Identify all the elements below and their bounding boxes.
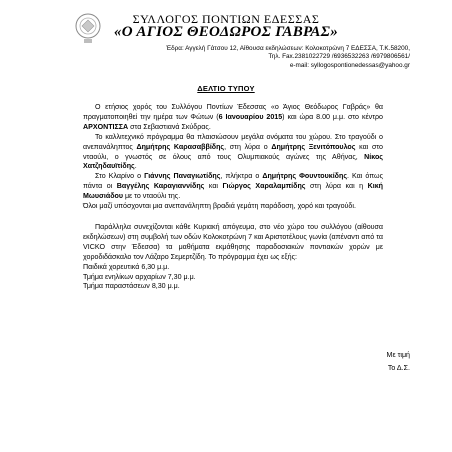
performer-name: Δημήτρης Καρασαββίδης [136, 142, 225, 151]
organization-subtitle: «Ο ΑΓΙΟΣ ΘΕΟΔΩΡΟΣ ΓΑΒΡΑΣ» [113, 24, 339, 40]
document-title: ΔΕΛΤΙΟ ΤΥΠΟΥ [197, 84, 255, 93]
email-line: e-mail: syllogospontionedessas@yahoo.gr [289, 61, 410, 69]
document-body [83, 103, 383, 292]
text-run: . [134, 162, 137, 171]
text-run: Το καλλιτεχνικό πρόγραμμα θα πλαισιώσουν μεγάλα ονόματα του χώρου. Στο τραγούδι ο ανεπανάληπτος [83, 132, 383, 151]
address-line: Έδρα: Αγγελή Γάτσου 12, Αίθουσα εκδηλώσεων: Κολοκοτρώνη 7 ΕΔΕΣΣΑ, Τ.Κ.58200, [166, 45, 410, 52]
paragraph-event [83, 103, 383, 133]
paragraph-lessons: Παράλληλα συνεχίζονται κάθε Κυριακή απόγευμα, στο νέο χώρο του συλλόγου (αίθουσα εκδηλώσεων) στη συμβολή των οδών Κολοκοτρώνη 7 και Αριστοτέλους γωνία (απέναντι από τα VICKO στην Έδεσσα) τα μαθήματα εκμάθησης παραδοσιακών ποντιακών χορών με χοροδιδάσκαλο τον Λάζαρο Σεμερτζίδη. Το πρόγραμμα έχει ως εξής: [83, 222, 383, 261]
schedule-item: Παιδικά χορευτικά 6,30 μ.μ. [83, 262, 170, 271]
venue-name: ΑΡΧΟΝΤΙΣΣΑ [83, 122, 129, 131]
paragraph-program [83, 133, 383, 173]
text-run: , στη λύρα ο [224, 142, 272, 151]
text-run: στη λύρα και η [305, 182, 368, 191]
performer-name: Κική Μωυσιάδου [83, 182, 383, 201]
address-block [50, 45, 410, 70]
text-run: , πλήκτρα ο [220, 172, 263, 181]
performer-name: Γιάννης Παναγιωτίδης [144, 172, 221, 181]
paragraph-promise: Όλοι μαζί υπόσχονται μια ανεπανάληπτη βραδιά γεμάτη παράδοση, χορό και τραγούδι. [83, 202, 356, 211]
event-date: 6 Ιανουαρίου 2015 [218, 112, 283, 121]
text-run: . Και όπως πάντα οι [83, 172, 383, 191]
text-run: Στο Κλαρίνο ο [95, 172, 145, 181]
signature-text: Το Δ.Σ. [387, 364, 410, 372]
text-run: Ο ετήσιος χορός του Συλλόγου Ποντίων Έδεσσας «ο Άγιος Θεόδωρος Γαβράς» θα πραγματοποιηθεί την ημέρα των Φώτων ( [83, 103, 383, 121]
text-run: και στο νταούλι, ο γνωστός σε όλους από τους Ολυμπιακούς αγώνες της Αθήνας, [83, 142, 384, 161]
schedule-item: Τμήμα παραστάσεων 8,30 μ.μ. [83, 282, 180, 291]
text-run: με το νταούλι της. [122, 192, 181, 201]
performer-name: Δημήτρης Φουντουκίδης [262, 172, 348, 181]
paragraph-musicians [83, 172, 383, 202]
text-run: ) και ώρα 8.00 μ.μ. στο κέντρο [282, 112, 383, 121]
performer-name: Βαγγέλης Καραγιαννίδης [116, 182, 205, 191]
performer-name: Δημήτρης Ξενιτόπουλος [271, 142, 356, 151]
text-run: στα Σεβαστιανά Σκύδρας. [128, 122, 211, 131]
closing-text: Με τιμή [386, 351, 410, 359]
text-run: και [204, 182, 223, 191]
performer-name: Νίκος Χατζηδαυϊτίδης [83, 152, 383, 171]
schedule-item: Τμήμα ενηλίκων αρχαρίων 7,30 μ.μ. [83, 272, 196, 281]
performer-name: Γιώργος Χαραλαμπίδης [222, 182, 306, 191]
signature-block [340, 349, 410, 375]
organization-name: ΣΥΛΛΟΓΟΣ ΠΟΝΤΙΩΝ ΕΔΕΣΣΑΣ [132, 12, 320, 26]
phone-line: Τηλ. Fax.2381022729 /6936532263 /6979806561/ [268, 53, 410, 61]
